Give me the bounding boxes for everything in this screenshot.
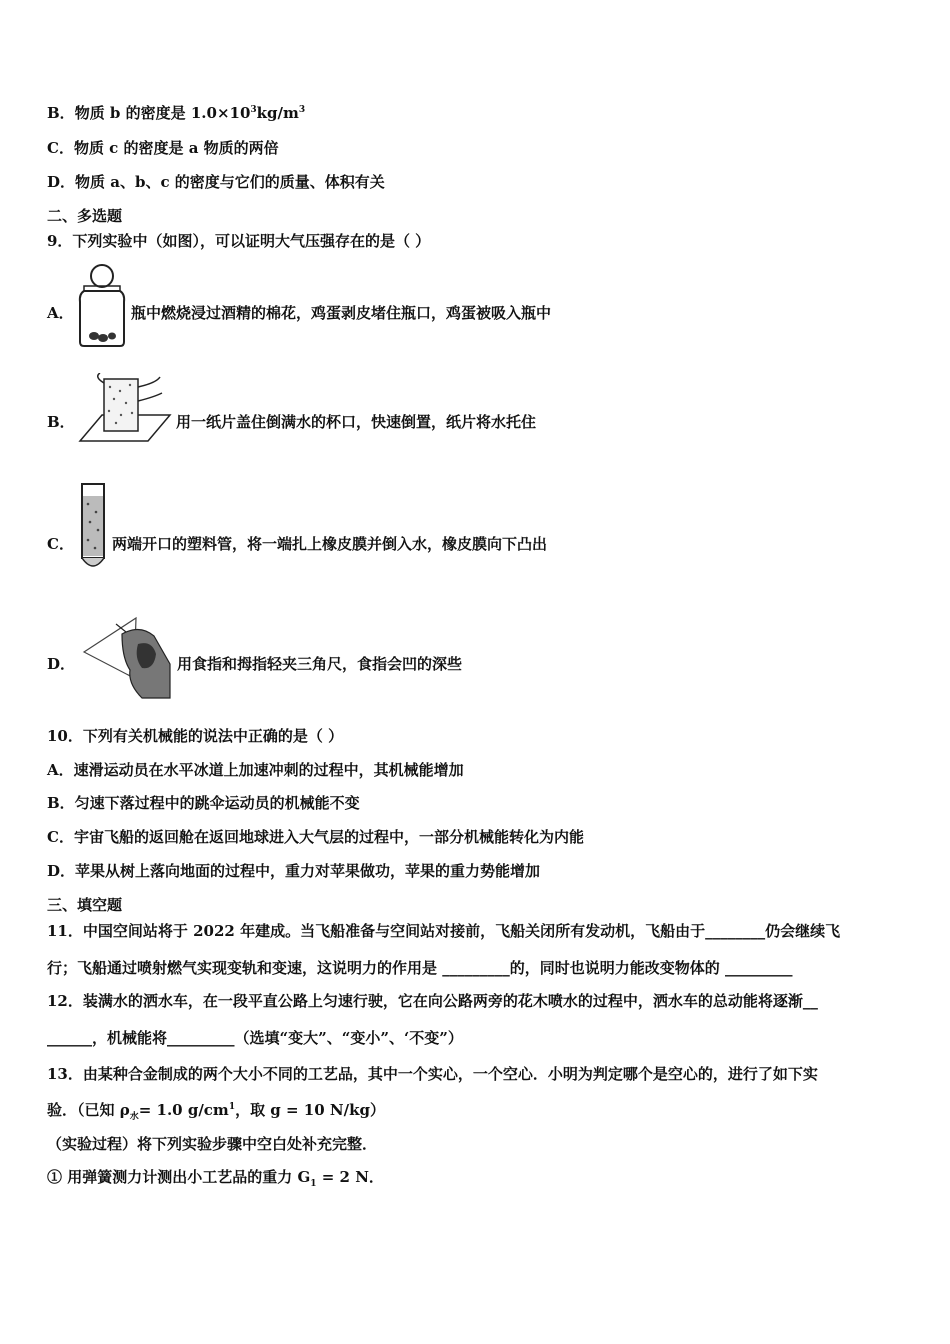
q9-stem: 9．下列实验中（如图），可以证明大气压强存在的是（ ） bbox=[47, 232, 431, 250]
q8-option-b-unit: kg/m bbox=[256, 104, 299, 122]
q13-step1-value: = 2 N． bbox=[316, 1168, 384, 1186]
q9-option-b-label: B． bbox=[47, 413, 75, 431]
section-fill-blank: 三、填空题 bbox=[47, 896, 123, 914]
q8-option-b bbox=[47, 102, 305, 123]
q9-option-c-label: C． bbox=[47, 535, 74, 553]
q13-step1 bbox=[47, 1166, 384, 1189]
q12-line1: 12．装满水的洒水车，在一段平直公路上匀速行驶，它在向公路两旁的花木喷水的过程中，洒水车的总动能将逐渐__ bbox=[47, 992, 818, 1010]
inverted-cup-icon bbox=[76, 373, 174, 445]
q13-step1-subscript: 1 bbox=[310, 1179, 317, 1189]
q8-option-b-exponent: 3 bbox=[250, 105, 257, 115]
q8-option-b-text: 物质 b 的密度是 1.0×10 bbox=[74, 104, 251, 122]
q9-option-d-text: 用食指和拇指轻夹三角尺，食指会凹的深些 bbox=[177, 655, 463, 673]
section-multiple-choice: 二、多选题 bbox=[47, 207, 123, 225]
plastic-tube-icon bbox=[78, 482, 108, 574]
q13-step1-text: ① 用弹簧测力计测出小工艺品的重力 G bbox=[47, 1168, 311, 1186]
q8-option-c: C．物质 c 的密度是 a 物质的两倍 bbox=[47, 139, 279, 157]
q13-density-value: = 1.0 g/cm bbox=[138, 1101, 229, 1119]
q8-option-b-unit-exponent: 3 bbox=[298, 105, 306, 115]
q9-option-a-text: 瓶中燃烧浸过酒精的棉花，鸡蛋剥皮堵住瓶口，鸡蛋被吸入瓶中 bbox=[131, 304, 552, 322]
q13-gravity-text: ，取 g = 10 N/kg） bbox=[235, 1101, 385, 1119]
q13-line2 bbox=[47, 1099, 385, 1122]
q9-option-c-text: 两端开口的塑料管，将一端扎上橡皮膜并倒入水，橡皮膜向下凸出 bbox=[112, 535, 548, 553]
q11-line2: 行；飞船通过喷射燃气实现变轨和变速，这说明力的作用是 _________的，同时也说明力能改变物体的 _________ bbox=[47, 959, 793, 977]
bottle-egg-icon bbox=[76, 262, 128, 348]
q9-option-a-label: A． bbox=[47, 304, 74, 322]
q13-water-subscript: 水 bbox=[129, 1112, 139, 1122]
q10-option-a: A．速滑运动员在水平冰道上加速冲刺的过程中，其机械能增加 bbox=[47, 761, 464, 779]
q10-option-b: B．匀速下落过程中的跳伞运动员的机械能不变 bbox=[47, 794, 360, 812]
triangle-ruler-icon bbox=[82, 614, 174, 700]
q8-option-d: D．物质 a、b、c 的密度与它们的质量、体积有关 bbox=[47, 173, 385, 191]
q13-line1: 13．由某种合金制成的两个大小不同的工艺品，其中一个实心，一个空心．小明为判定哪个是空心的，进行了如下实 bbox=[47, 1065, 818, 1083]
q8-option-b-label: B． bbox=[47, 104, 75, 122]
q13-process: （实验过程）将下列实验步骤中空白处补充完整． bbox=[47, 1135, 378, 1153]
q11-line1: 11．中国空间站将于 2022 年建成。当飞船准备与空间站对接前，飞船关闭所有发动机，飞船由于________仍会继续飞 bbox=[47, 922, 841, 940]
q13-unit-superscript: 1 bbox=[228, 1102, 236, 1112]
q9-option-b-text: 用一纸片盖住倒满水的杯口，快速倒置，纸片将水托住 bbox=[176, 413, 537, 431]
q10-option-c: C．宇宙飞船的返回舱在返回地球进入大气层的过程中，一部分机械能转化为内能 bbox=[47, 828, 584, 846]
q13-known-text: 验．（已知 ρ bbox=[47, 1101, 130, 1119]
q10-stem: 10．下列有关机械能的说法中正确的是（ ） bbox=[47, 727, 344, 745]
q10-option-d: D．苹果从树上落向地面的过程中，重力对苹果做功，苹果的重力势能增加 bbox=[47, 862, 541, 880]
q12-line2: ______，机械能将_________（选填“变大”、“变小”、‘不变”） bbox=[47, 1029, 463, 1047]
q9-option-d-label: D． bbox=[47, 655, 76, 673]
